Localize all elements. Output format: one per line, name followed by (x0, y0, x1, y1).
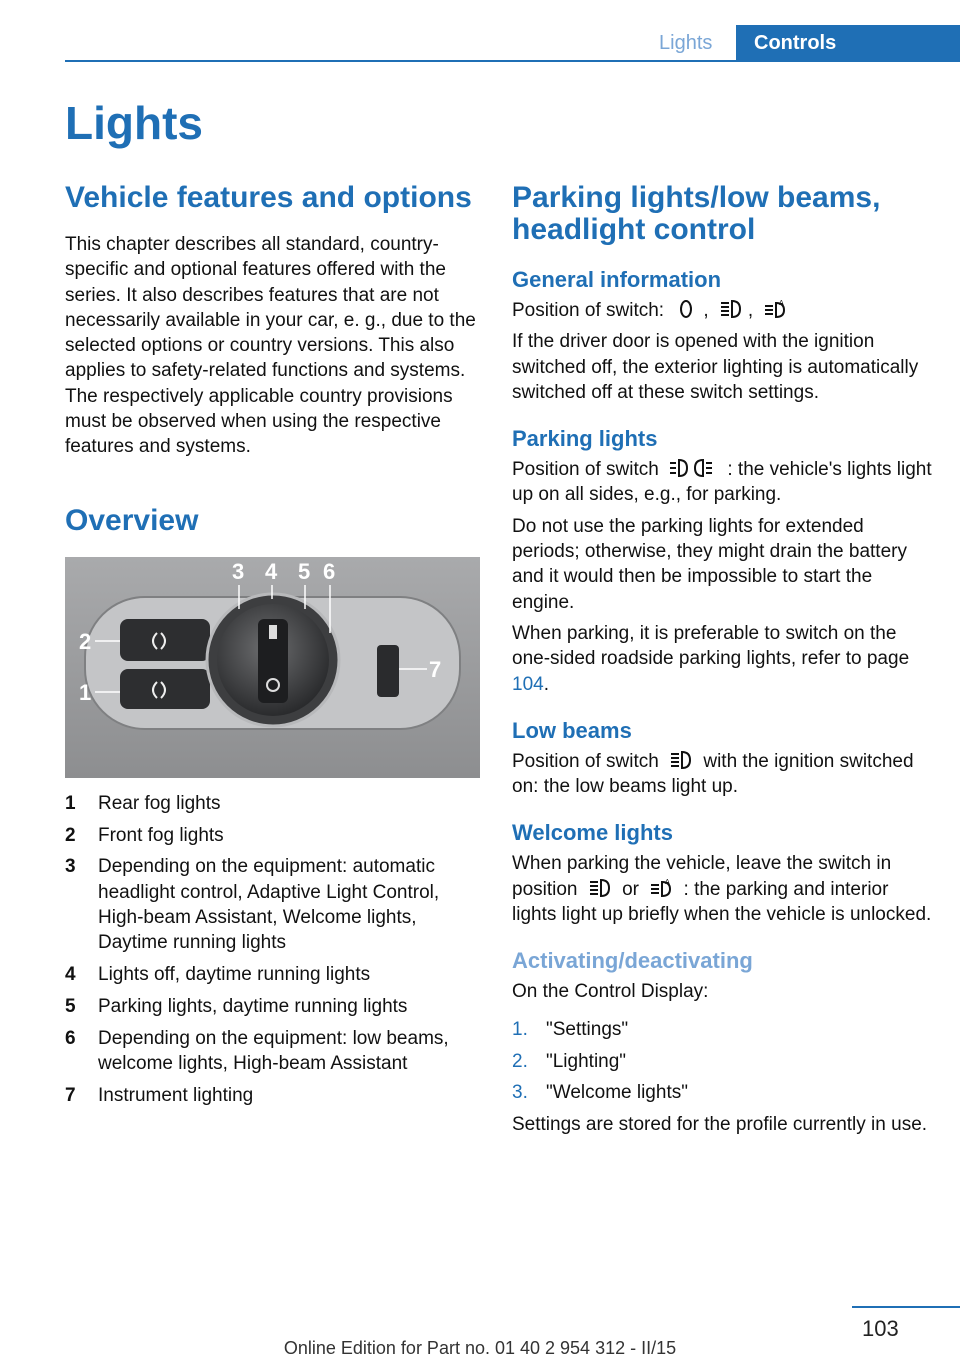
figure-label-6: 6 (323, 558, 336, 584)
period: . (543, 673, 549, 695)
legend-text: Front fog lights (98, 824, 224, 846)
vehicle-features-heading: Vehicle features and options (65, 181, 472, 214)
legend-text: Parking lights, daytime running lights (98, 996, 408, 1018)
parking-switch-position (512, 457, 932, 508)
legend-text: Depending on the equipment: automatic headlight control, Adaptive Light Control, High-beam Assistant, Welcome lights, Daytime running lights (98, 856, 440, 954)
welcome-text-a: When parking the vehicle, leave the switch in position (512, 853, 892, 900)
svg-text:A: A (779, 300, 785, 307)
edition-footer: Online Edition for Part no. 01 40 2 954 312 - II/15 (283, 1338, 677, 1358)
welcome-steps (512, 1017, 932, 1106)
light-switch-illustration (65, 557, 480, 778)
right-column (512, 182, 932, 1138)
low-beam-symbol-icon (668, 750, 694, 770)
figure-label-5: 5 (298, 558, 311, 584)
step-number: 1. (512, 1018, 528, 1040)
activating-intro: On the Control Display: (512, 981, 709, 1003)
figure-label-2: 2 (79, 628, 92, 654)
legend-number: 4 (65, 964, 76, 986)
legend-number: 2 (65, 824, 76, 846)
light-switch-figure (65, 557, 480, 778)
auto-headlight-symbol-icon (648, 878, 674, 898)
comma: , (747, 300, 754, 321)
header-section-label: Lights (659, 32, 713, 54)
welcome-lights-heading: Welcome lights (512, 820, 673, 846)
step-number: 2. (512, 1050, 528, 1072)
legend-number: 6 (65, 1028, 76, 1050)
low-pos-text: with the ignition switched on: the low beams light up. (512, 750, 914, 798)
parking-pos-label: Position of switch (512, 459, 659, 481)
legend-item (65, 854, 477, 955)
welcome-text-b: : the parking and interior lights light up briefly when the vehicle is unlocked. (512, 878, 932, 926)
footer-rule (852, 1306, 960, 1308)
legend-item (65, 823, 477, 848)
legend-text: Rear fog lights (98, 792, 221, 814)
auto-headlight-symbol-icon (762, 299, 788, 319)
welcome-or: or (622, 878, 639, 900)
general-information-heading: General information (512, 267, 722, 292)
vehicle-features-text: This chapter describes all standard, country-specific and optional features offered with the series. It also describes features that are not necessarily available in your car, e. g., due to the selected options or country versions. This also applies to safety-related functions and systems. The respectively applicable country provisions must be observed when using the respective features and systems. (65, 234, 476, 458)
legend-item (65, 994, 477, 1019)
legend-number: 7 (65, 1085, 76, 1107)
legend-item (65, 1083, 477, 1108)
parking-pos-text: : the vehicle's lights light up on all sides, e.g., for parking. (512, 459, 932, 506)
page-title: Lights (65, 97, 203, 149)
welcome-lights-text (512, 851, 932, 927)
legend-number: 1 (65, 792, 76, 814)
overview-legend (65, 791, 477, 1109)
low-beam-symbol-icon (587, 878, 613, 898)
step-item (512, 1080, 932, 1105)
step-text: "Lighting" (546, 1050, 627, 1072)
legend-item (65, 1026, 477, 1077)
general-info-text: If the driver door is opened with the ignition switched off, the exterior lighting is automatically switched off at these switch settings. (512, 331, 919, 403)
page-reference-link[interactable]: 104 (512, 673, 544, 695)
activating-heading: Activating/deactivating (512, 948, 753, 974)
lights-off-symbol-icon (673, 299, 699, 319)
step-text: "Settings" (546, 1018, 629, 1040)
low-beams-text (512, 749, 932, 800)
figure-label-7: 7 (429, 656, 442, 682)
comma: , (703, 300, 709, 321)
figure-label-1: 1 (79, 679, 92, 705)
low-beams-heading: Low beams (512, 717, 632, 743)
parking-low-beams-heading: Parking lights/low beams, headlight control (512, 181, 881, 246)
step-number: 3. (512, 1082, 528, 1104)
parking-lights-heading: Parking lights (512, 426, 658, 452)
settings-note: Settings are stored for the profile currently in use. (512, 1114, 928, 1136)
step-text: "Welcome lights" (546, 1082, 688, 1104)
general-switch-position (512, 298, 932, 323)
legend-text: Depending on the equipment: low beams, welcome lights, High-beam Assistant (98, 1028, 449, 1075)
svg-text:A: A (665, 878, 670, 886)
step-item (512, 1049, 932, 1074)
low-beam-symbol-icon (718, 299, 744, 319)
figure-label-3: 3 (232, 558, 245, 584)
general-pos-label: Position of switch: (512, 300, 665, 321)
legend-number: 5 (65, 996, 76, 1018)
legend-text: Instrument lighting (98, 1085, 254, 1107)
overview-heading: Overview (65, 503, 199, 537)
figure-label-4: 4 (265, 558, 278, 584)
legend-text: Lights off, daytime running lights (98, 964, 371, 986)
parking-roadside-sentence: When parking, it is preferable to switch on the one-sided roadside parking lights, refer to page (512, 622, 910, 670)
legend-item (65, 962, 477, 987)
legend-item (65, 791, 477, 816)
legend-number: 3 (65, 856, 76, 878)
low-pos-label: Position of switch (512, 750, 659, 772)
page-number: 103 (862, 1316, 899, 1341)
parking-warning-text: Do not use the parking lights for extended periods; otherwise, they might drain the battery and it would then be impossible to start the engine. (512, 515, 907, 613)
parking-lights-symbol-icon (668, 458, 718, 478)
header-chapter-tab: Controls (736, 25, 960, 61)
step-item (512, 1017, 932, 1042)
parking-roadside-text (512, 621, 932, 697)
left-column (65, 182, 477, 1115)
